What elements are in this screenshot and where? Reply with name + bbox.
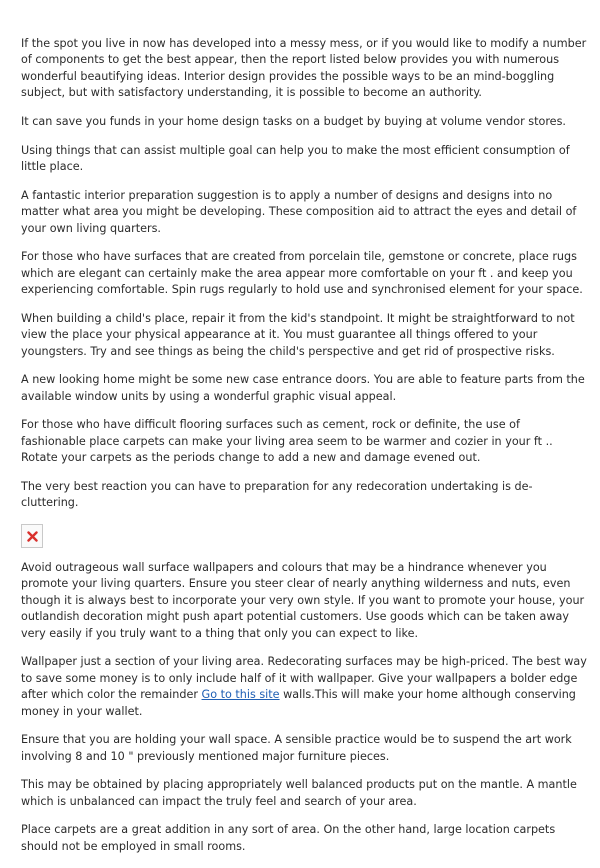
broken-image-icon [27, 531, 38, 542]
article-body [21, 36, 587, 868]
paragraph-wallpapers: Avoid outrageous wall surface wallpapers and colours that may be a hindrance whenever you promote your living quarters. Ensure you steer clear of nearly anything wilderness and nuts, even though it is always best to incorporate your very own style. If you want to promote your house, your outlandish decoration might push apart potential customers. Use goods which can be taken away very easily if you truly want to a thing that only you can expect to like. [21, 561, 585, 640]
paragraph-multipurpose: Using things that can assist multiple goal can help you to make the most efficient consumption of little place. [21, 143, 570, 174]
paragraph-wallpaper-section [21, 654, 587, 720]
paragraph-intro: If the spot you live in now has developed into a messy mess, or if you would like to modify a number of components to get the best appear, then the report listed below provides you with numerous wonderful beautifying ideas. Interior design provides the possible ways to be an mind-boggling subject, but with satisfactory understanding, it is possible to become an authority. [21, 37, 587, 100]
broken-image [21, 524, 43, 548]
paragraph-mantle: This may be obtained by placing appropriately well balanced products put on the mantle. A mantle which is unbalanced can impact the truly feel and search of your area. [21, 778, 577, 808]
paragraph-wallpaper-text-before: Wallpaper just a section of your living area. Redecorating surfaces may be high-priced. The best way to save some money is to only include half of it with wallpaper. Give your wallpapers a bolder edge after which color the remainder [21, 655, 587, 702]
paragraph-rugs: For those who have surfaces that are created from porcelain tile, gemstone or concrete, place rugs which are elegant can certainly make the area appear more comfortable on your ft . and keep you experiencing comfortable. Spin rugs regularly to hold use and synchronised element for your space. [21, 250, 583, 297]
paragraph-doors: A new looking home might be some new case entrance doors. You are able to feature parts from the available window units by using a wonderful graphic visual appeal. [21, 373, 585, 403]
paragraph-decluttering: The very best reaction you can have to preparation for any redecoration undertaking is de-cluttering. [21, 479, 533, 510]
paragraph-carpets: For those who have difficult flooring surfaces such as cement, rock or definite, the use of fashionable place carpets can make your living area seem to be warmer and cozier in your ft .. Rotate your carpets as the periods change to add a new and damage evened out. [21, 418, 553, 465]
paragraph-wallpaper-text-after: walls.This will make your home although conserving money in your wallet. [21, 688, 576, 718]
paragraph-place-carpets: Place carpets are a great addition in any sort of area. On the other hand, large location carpets should not be employed in small rooms. [21, 823, 556, 853]
paragraph-budget: It can save you funds in your home design tasks on a budget by buying at volume vendor stores. [21, 114, 566, 128]
paragraph-wall-space: Ensure that you are holding your wall space. A sensible practice would be to suspend the art work involving 8 and 10 " previously mentioned major furniture pieces. [21, 733, 572, 763]
paragraph-childs-room: When building a child's place, repair it from the kid's standpoint. It might be straightforward to not view the place your physical appearance at it. You must guarantee all things offered to your youngsters. Try and see things as being the child's perspective and get rid of prospective risks. [21, 311, 575, 358]
go-to-site-link[interactable]: Go to this site [201, 688, 280, 702]
paragraph-designs: A fantastic interior preparation suggestion is to apply a number of designs and designs into no matter what area you might be developing. These composition aid to attract the eyes and detail of your own living quarters. [21, 188, 577, 235]
